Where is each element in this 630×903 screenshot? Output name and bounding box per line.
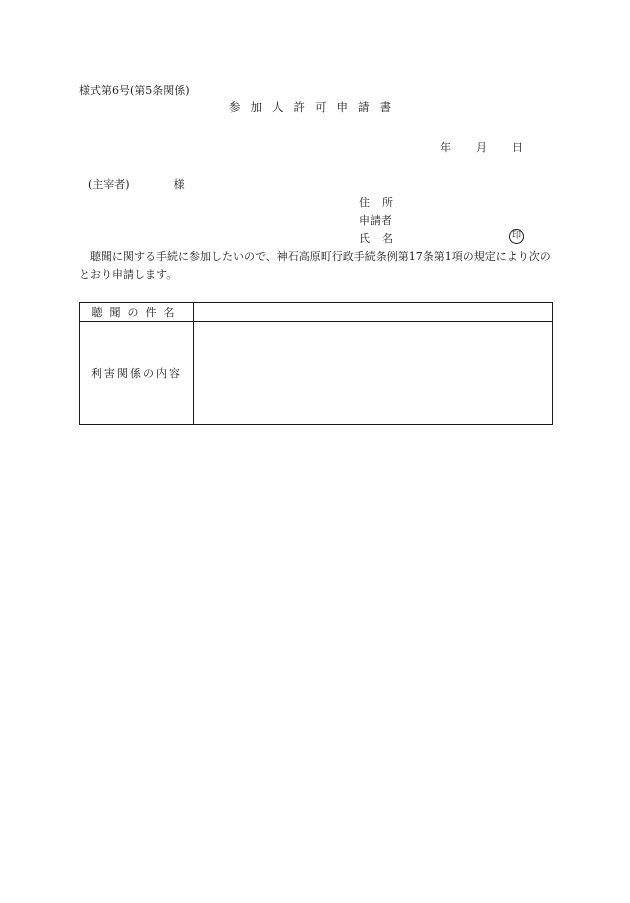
interest-content-label: 利害関係の内容: [80, 322, 194, 425]
address-label: 住所: [359, 196, 405, 209]
table-row: [80, 322, 553, 425]
table-row: [80, 303, 553, 322]
hearing-subject-field[interactable]: [194, 303, 553, 322]
seal-mark: 印: [509, 229, 524, 244]
hearing-subject-label: 聴聞の件名: [80, 303, 194, 322]
addressee-line: [88, 176, 185, 192]
application-table: [79, 302, 553, 425]
body-paragraph: 聴聞に関する手続に参加したいので、神石高原町行政手続条例第17条第1項の規定により次のとおり申請します。: [79, 250, 551, 281]
interest-content-field[interactable]: [194, 322, 553, 425]
date-month-label: 月: [476, 141, 487, 154]
date-line: [440, 139, 523, 155]
name-label: 氏名: [359, 232, 405, 245]
addressee-honorific: 様: [173, 178, 185, 191]
document-title: 参加人許可申請書: [229, 100, 401, 114]
date-day-label: 日: [512, 141, 523, 154]
date-year-label: 年: [440, 141, 451, 154]
applicant-label: 申請者: [359, 214, 392, 227]
addressee-label: (主宰者): [88, 178, 130, 191]
form-number: 様式第6号(第5条関係): [79, 84, 190, 97]
